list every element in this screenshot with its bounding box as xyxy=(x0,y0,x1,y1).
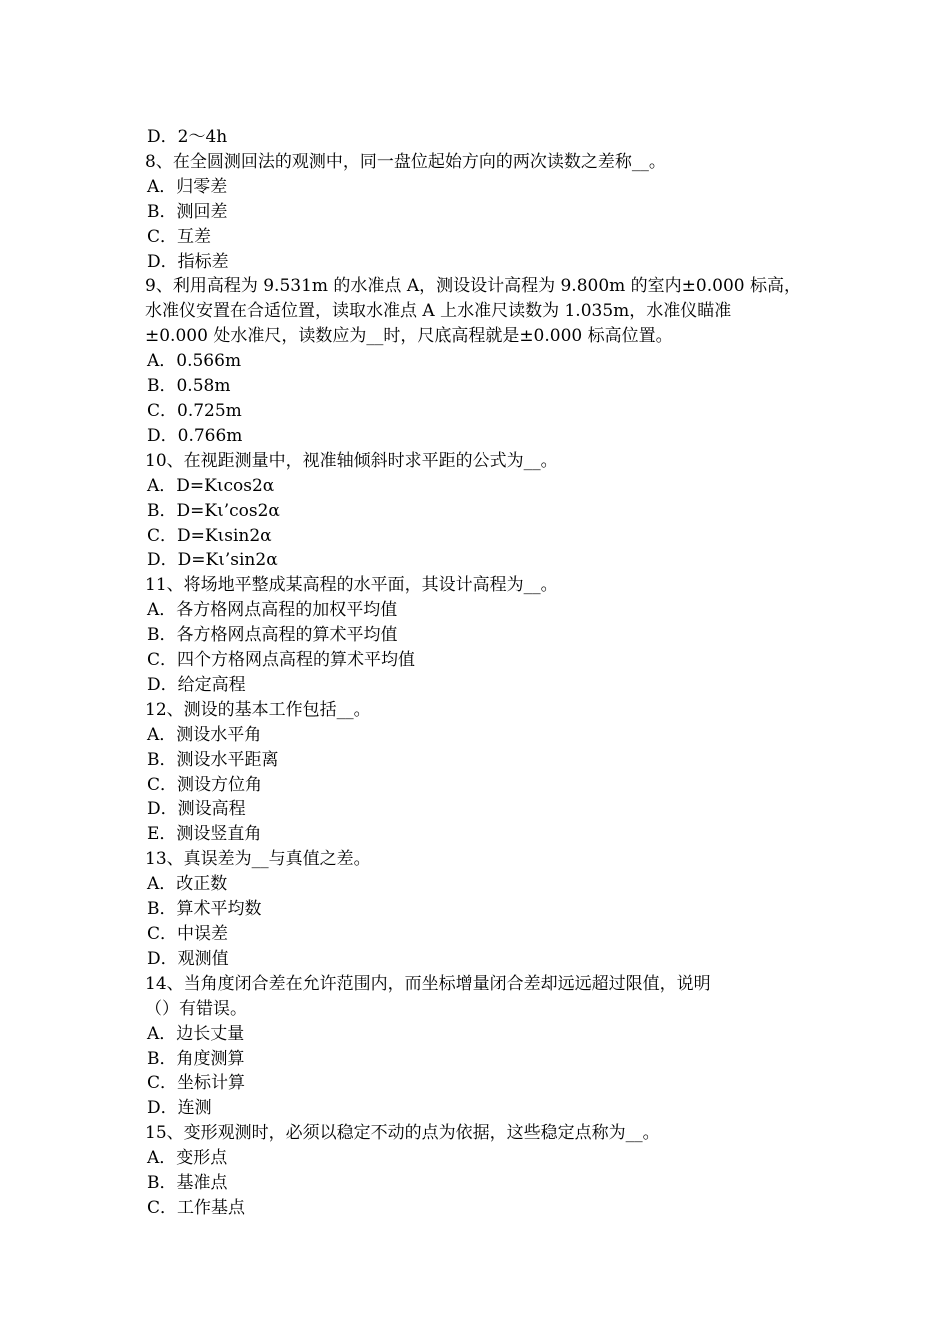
answer-option: A．各方格网点高程的加权平均值 xyxy=(147,600,398,621)
answer-option: A．测设水平角 xyxy=(147,724,262,745)
answer-option: D．2～4h xyxy=(147,127,228,147)
answer-option: C．坐标计算 xyxy=(147,1073,246,1094)
question-text: 9、利用高程为 9.531m 的水准点 A，测设设计高程为 9.800m 的室内±0.000 标高， xyxy=(145,276,802,297)
answer-option: D．连测 xyxy=(147,1098,212,1119)
answer-option: D．指标差 xyxy=(147,251,229,272)
answer-option: B．D=Kι’cos2α xyxy=(147,500,280,521)
question-text: 10、在视距测量中，视准轴倾斜时求平距的公式为__。 xyxy=(145,450,558,471)
question-text: 12、测设的基本工作包括__。 xyxy=(145,699,371,720)
question-text: 水准仪安置在合适位置，读取水准点 A 上水准尺读数为 1.035m，水准仪瞄准 xyxy=(145,301,732,322)
document-body xyxy=(145,125,810,1221)
answer-option: B．基准点 xyxy=(147,1173,228,1194)
answer-option: C．中误差 xyxy=(147,924,229,944)
answer-option: D．0.766m xyxy=(147,425,243,446)
answer-option: A．边长丈量 xyxy=(147,1023,245,1044)
answer-option: C．测设方位角 xyxy=(147,774,263,795)
answer-option: E．测设竖直角 xyxy=(147,824,262,845)
answer-option: C．0.725m xyxy=(147,400,242,421)
question-text: 8、在全圆测回法的观测中，同一盘位起始方向的两次读数之差称__。 xyxy=(145,151,666,172)
answer-option: A．改正数 xyxy=(147,874,228,895)
answer-option: C．四个方格网点高程的算术平均值 xyxy=(147,650,416,671)
question-text: 11、将场地平整成某高程的水平面，其设计高程为__。 xyxy=(145,575,558,596)
answer-option: D．给定高程 xyxy=(147,674,246,695)
answer-option: B．测回差 xyxy=(147,201,228,222)
question-text: 13、真误差为__与真值之差。 xyxy=(145,849,371,870)
answer-option: B．算术平均数 xyxy=(147,899,262,920)
answer-option: D．观测值 xyxy=(147,948,229,969)
answer-option: A．变形点 xyxy=(147,1148,228,1169)
answer-option: D．D=Kι’sin2α xyxy=(147,550,278,571)
answer-option: C．工作基点 xyxy=(147,1197,246,1218)
answer-option: C．D=Kιsin2α xyxy=(147,525,272,546)
question-text: 15、变形观测时，必须以稳定不动的点为依据，这些稳定点称为__。 xyxy=(145,1123,660,1144)
question-text: （）有错误。 xyxy=(145,998,247,1019)
answer-option: C．互差 xyxy=(147,226,212,247)
answer-option: B．0.58m xyxy=(147,376,231,397)
answer-option: A．D=Kιcos2α xyxy=(147,475,275,496)
question-text: ±0.000 处水准尺，读数应为__时，尺底高程就是±0.000 标高位置。 xyxy=(145,326,673,347)
answer-option: A．归零差 xyxy=(147,176,228,197)
answer-option: A．0.566m xyxy=(147,351,242,372)
answer-option: B．各方格网点高程的算术平均值 xyxy=(147,625,398,646)
question-text: 14、当角度闭合差在允许范围内，而坐标增量闭合差却远远超过限值，说明 xyxy=(145,973,711,994)
answer-option: D．测设高程 xyxy=(147,799,246,820)
answer-option: B．角度测算 xyxy=(147,1048,245,1069)
answer-option: B．测设水平距离 xyxy=(147,749,279,770)
